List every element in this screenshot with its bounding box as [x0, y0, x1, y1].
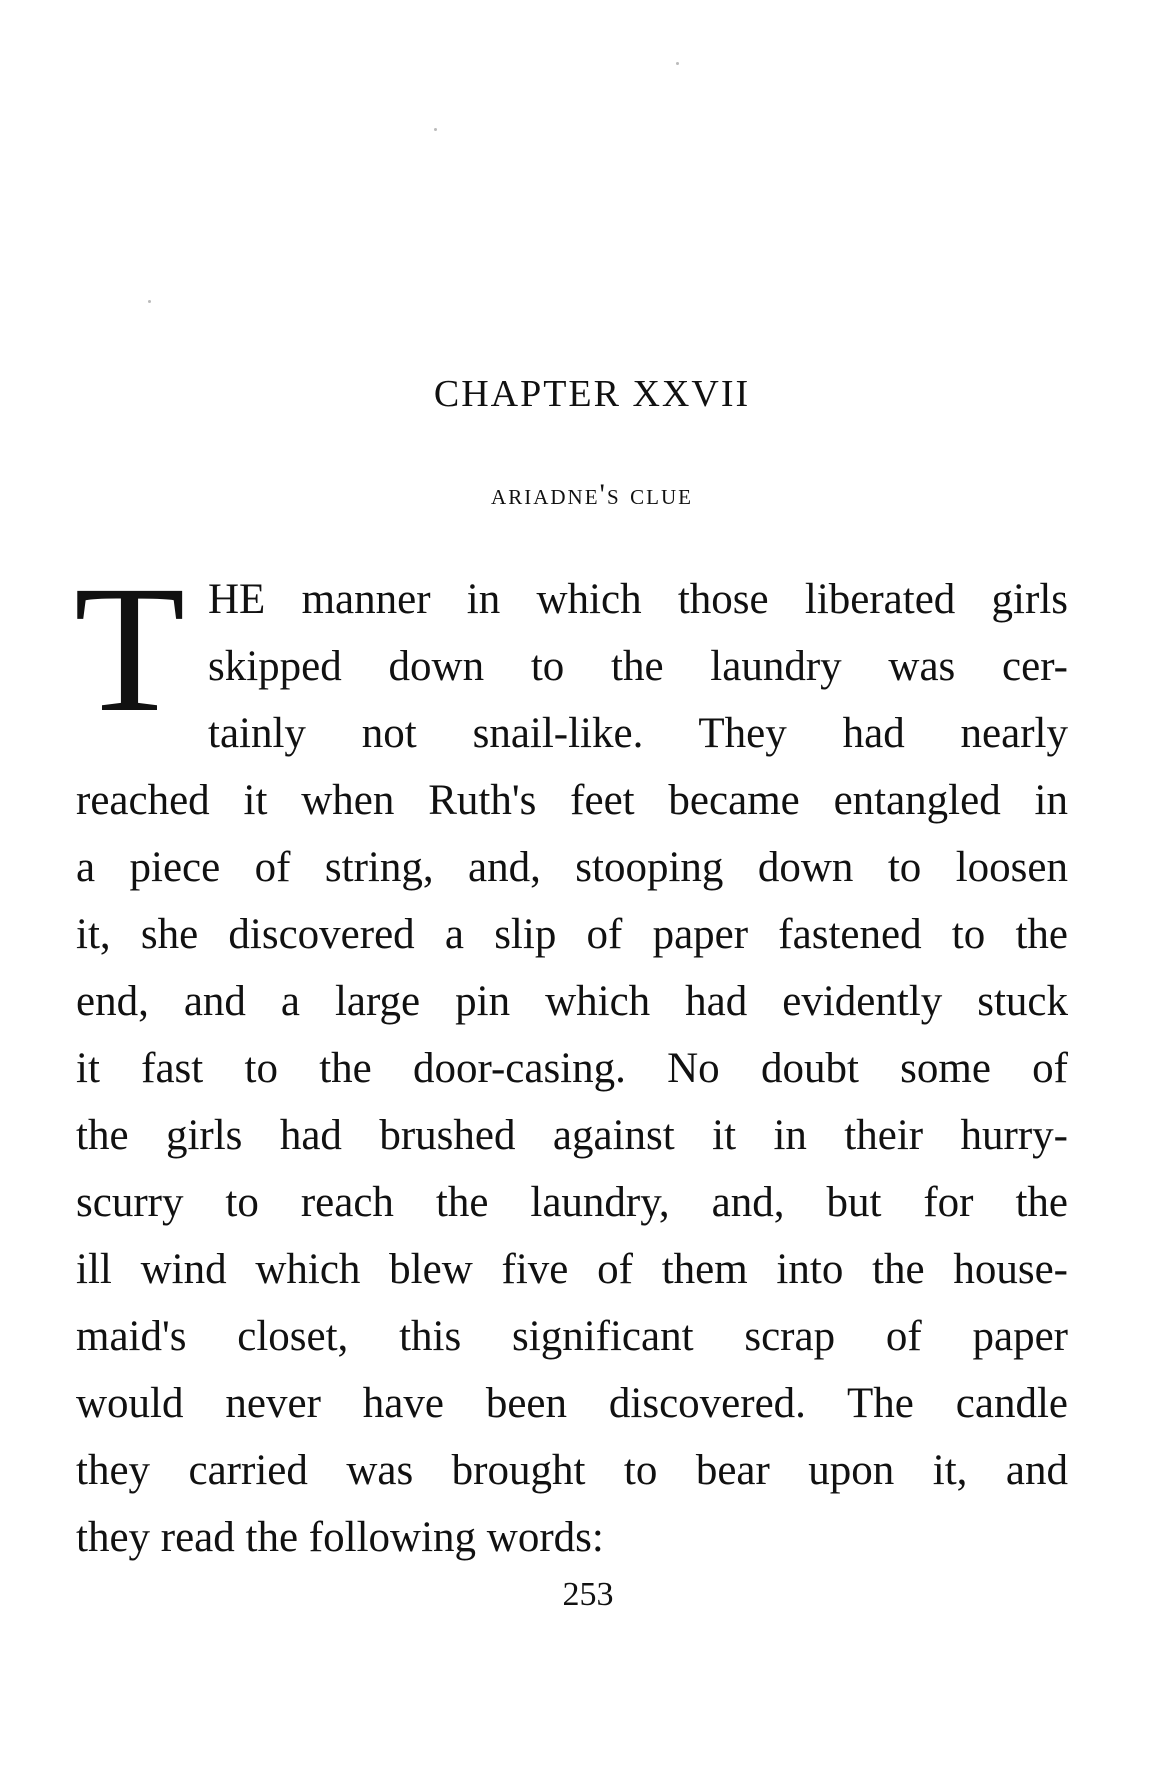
text-line: skipped down to the laundry was cer- [208, 643, 1068, 690]
text-line: it fast to the door-casing. No doubt some of [76, 1045, 1068, 1092]
text-line: the girls had brushed against it in their hurry- [76, 1112, 1068, 1159]
paper-speck [676, 62, 679, 65]
chapter-title: ariadne's clue [491, 478, 693, 511]
text-line: reached it when Ruth's feet became entangled in [76, 777, 1068, 824]
body-paragraph [74, 549, 1068, 1571]
paper-speck [148, 300, 151, 303]
drop-cap: T [74, 549, 186, 750]
text-line: would never have been discovered. The candle [76, 1380, 1068, 1427]
chapter-number: CHAPTER XXVII [433, 373, 751, 415]
text-line: scurry to reach the laundry, and, but for the [76, 1179, 1068, 1226]
text-line: a piece of string, and, stooping down to loosen [76, 844, 1068, 891]
text-line: maid's closet, this significant scrap of paper [76, 1313, 1068, 1360]
page-number: 253 [562, 1576, 614, 1613]
text-line: ill wind which blew five of them into the house- [76, 1246, 1068, 1293]
text-line: they carried was brought to bear upon it, and [76, 1447, 1068, 1494]
text-line: tainly not snail-like. They had nearly [208, 710, 1068, 757]
text-line: they read the following words: [76, 1514, 604, 1561]
text-line: it, she discovered a slip of paper fastened to the [76, 911, 1068, 958]
text-line: HE manner in which those liberated girls [208, 576, 1068, 623]
paper-speck [434, 128, 437, 131]
text-line: end, and a large pin which had evidently stuck [76, 978, 1068, 1025]
